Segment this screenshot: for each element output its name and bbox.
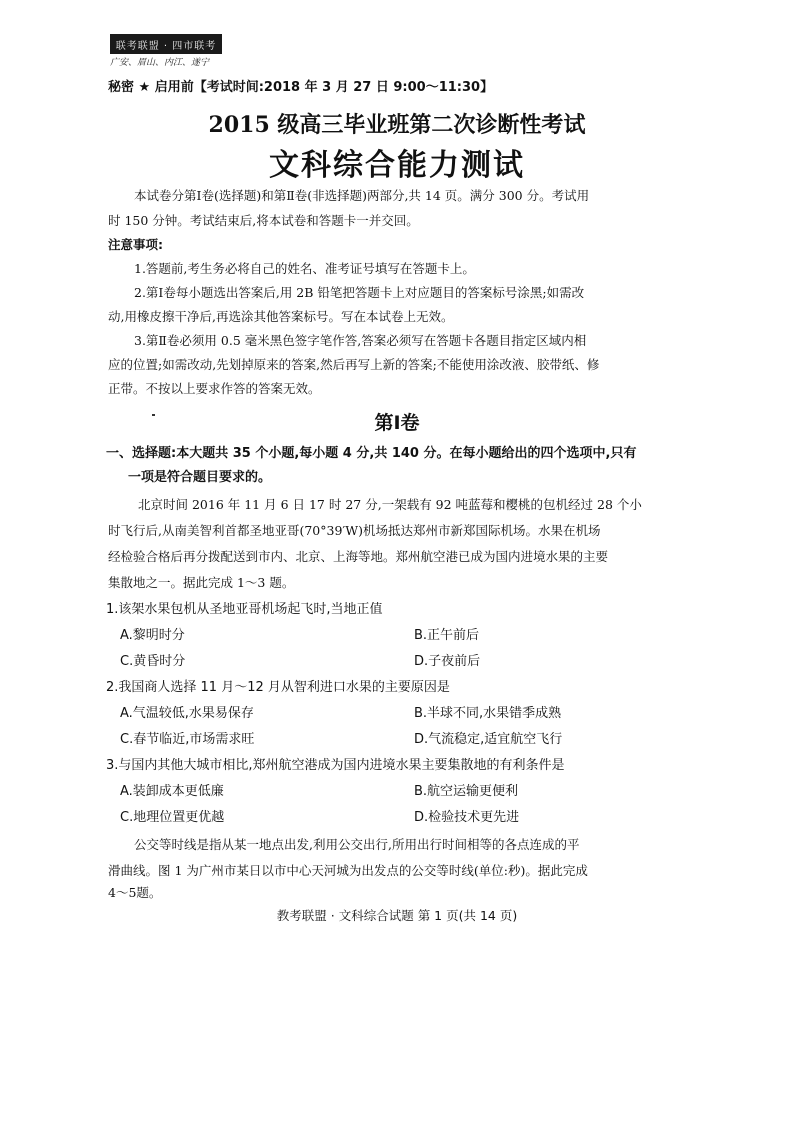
note-3c: 正带。不按以上要求作答的答案无效。: [108, 381, 321, 396]
passage2-line-2: 滑曲线。图 1 为广州市某日以市中心天河城为出发点的公交等时线(单位:秒)。据此完成: [108, 863, 588, 878]
q1-option-d: D.子夜前后: [414, 654, 481, 669]
header-stamp: [110, 34, 222, 54]
secret-line: 秘密 ★ 启用前【考试时间:2018 年 3 月 27 日 9:00～11:30】: [108, 80, 494, 95]
note-3b: 应的位置;如需改动,先划掉原来的答案,然后再写上新的答案;不能使用涂改液、胶带纸、修: [108, 357, 600, 372]
q2-option-a: A.气温较低,水果易保存: [120, 706, 254, 721]
section-title: 第Ⅰ卷: [374, 412, 420, 434]
intro-line-2: 时 150 分钟。考试结束后,将本试卷和答题卡一并交回。: [108, 213, 419, 228]
section-instruction-1: 一、选择题:本大题共 35 个小题,每小题 4 分,共 140 分。在每小题给出的四个选项中,只有: [106, 446, 637, 461]
stamp-label: 联考联盟 · 四市联考: [115, 40, 217, 52]
intro-line-1: 本试卷分第Ⅰ卷(选择题)和第Ⅱ卷(非选择题)两部分,共 14 页。满分 300 分。考试用: [134, 188, 590, 203]
passage1-line-2: 时飞行后,从南美智利首都圣地亚哥(70°39′W)机场抵达郑州市新郑国际机场。水果在机场: [108, 523, 601, 538]
note-2b: 动,用橡皮擦干净后,再选涂其他答案标号。写在本试卷上无效。: [108, 309, 454, 324]
note-3a: 3.第Ⅱ卷必须用 0.5 毫米黑色签字笔作答,答案必须写在答题卡各题目指定区域内相: [134, 333, 587, 348]
passage1-line-3: 经检验合格后再分拨配送到市内、北京、上海等地。郑州航空港已成为国内进境水果的主要: [108, 549, 609, 564]
q1-option-a: A.黎明时分: [120, 628, 185, 643]
q2-option-c: C.春节临近,市场需求旺: [120, 732, 255, 747]
exam-title: 2015 级高三毕业班第二次诊断性考试: [208, 112, 586, 138]
q3-option-c: C.地理位置更优越: [120, 810, 225, 825]
q3-option-b: B.航空运输更便利: [414, 784, 519, 799]
question-2-stem: 2.我国商人选择 11 月～12 月从智利进口水果的主要原因是: [106, 680, 450, 695]
passage1-line-1: 北京时间 2016 年 11 月 6 日 17 时 27 分,一架载有 92 吨蓝莓和樱桃的包机经过 28 个小: [138, 497, 642, 512]
q3-option-d: D.检验技术更先进: [414, 810, 520, 825]
stamp-subtitle: 广安、眉山、内江、遂宁: [110, 58, 210, 68]
passage1-line-4: 集散地之一。据此完成 1～3 题。: [108, 575, 295, 590]
section-instruction-2: 一项是符合题目要求的。: [128, 470, 272, 485]
notes-heading: 注意事项:: [108, 237, 163, 252]
q3-option-a: A.装卸成本更低廉: [120, 784, 224, 799]
q2-option-b: B.半球不同,水果错季成熟: [414, 706, 562, 721]
page-footer: 教考联盟 · 文科综合试题 第 1 页(共 14 页): [276, 908, 518, 923]
question-1-stem: 1.该架水果包机从圣地亚哥机场起飞时,当地正值: [106, 602, 383, 617]
passage2-line-3: 4～5题。: [108, 885, 162, 900]
q1-option-c: C.黄昏时分: [120, 654, 186, 669]
exam-subtitle: 文科综合能力测试: [269, 148, 525, 183]
note-2a: 2.第Ⅰ卷每小题选出答案后,用 2B 铅笔把答题卡上对应题目的答案标号涂黑;如需改: [134, 285, 585, 300]
q2-option-d: D.气流稳定,适宜航空飞行: [414, 732, 563, 747]
note-1: 1.答题前,考生务必将自己的姓名、准考证号填写在答题卡上。: [134, 261, 475, 276]
passage2-line-1: 公交等时线是指从某一地点出发,利用公交出行,所用出行时间相等的各点连成的平: [134, 837, 580, 852]
q1-option-b: B.正午前后: [414, 628, 480, 643]
question-3-stem: 3.与国内其他大城市相比,郑州航空港成为国内进境水果主要集散地的有利条件是: [106, 758, 565, 773]
